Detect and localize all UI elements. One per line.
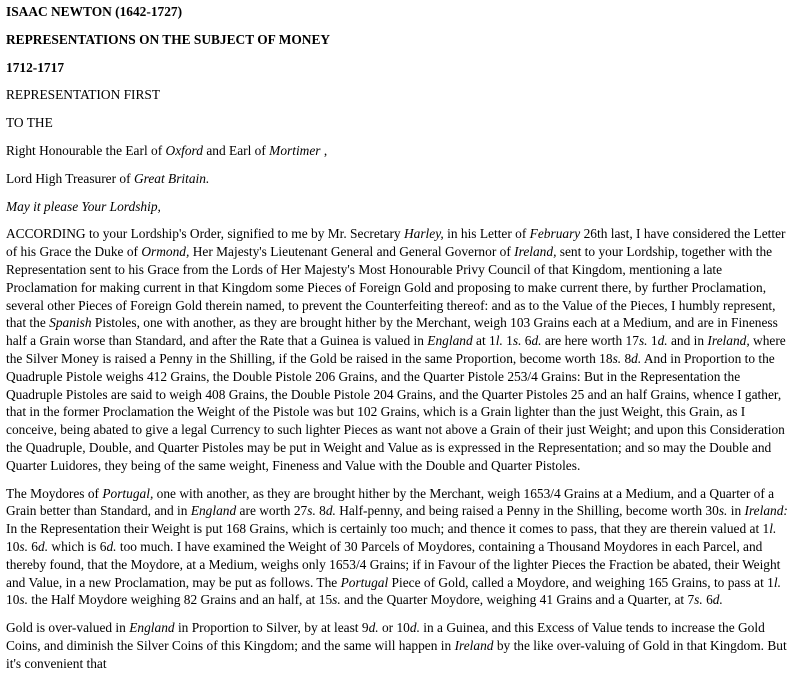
addressee-mid: and Earl of xyxy=(202,142,270,158)
text-run: s. xyxy=(332,592,341,608)
text-run: ACCORDING to your Lordship's Order, signified to me by Mr. Secretary xyxy=(6,226,404,242)
text-run: The Moydores of xyxy=(6,485,103,501)
text-run: in xyxy=(727,503,745,519)
text-run: And in Proportion to the Quadruple Pistole weighs 412 Grains, the Double Pistole 206 Grains, and the Quarter Pistole 253/4 Grains: But in the Representation the Quadruple Pistoles are said to weigh 408 Grains, the Double Pistole 204 Grains, and the Quarter Pistoles 25 and an half Grains, whence I gather, that in the former Proclamation the Weight of the Pistole was but 102 Grains, which is a Grain lighter than the just Weight, this Grain, as I conceive, being abated to give a legal Currency to such lighter Pieces as want not above a Grain of their just Weight; and upon this Consideration the Quadruple, Double, and Quarter Pistoles may be put in Weight and Value as is expressed in the Representation; and so may the Double and Quarter Luidores, they being of the same weight, Fineness and Value with the Double and Quarter Pistoles. xyxy=(6,350,785,473)
text-run: 6 xyxy=(521,333,532,349)
text-run: d. xyxy=(106,538,117,554)
text-run: sent to your Lordship, together with the Representation sent to his Grace from the Lords of Her Majesty's Most Honourable Privy Council of that Kingdom, mentioning a late Proclamation for making current in that Kingdom some Pieces of Foreign Gold and proposing to make current there, by further Proclamation, several other Pieces of Foreign Gold therein named, to prevent the Counterfeiting thereof: and as to the Value of the Pieces, I humbly represent, that the xyxy=(6,244,776,331)
text-run: d. xyxy=(531,333,542,349)
text-run: England xyxy=(129,620,175,636)
text-run: s. xyxy=(307,503,316,519)
paragraph-2 xyxy=(6,485,794,610)
text-run: l. xyxy=(495,333,503,349)
salutation: May it please Your Lordship, xyxy=(6,198,161,214)
text-run: the Half Moydore weighing 82 Grains and an half, at 15 xyxy=(27,592,333,608)
text-run: l. xyxy=(773,574,781,590)
text-run: l. xyxy=(769,521,777,537)
section-heading: REPRESENTATION FIRST xyxy=(6,87,161,103)
text-run: one with another, as they are brought hither by the Merchant, weigh 1653/4 Grains at a Medium, and a Quarter of a Grain better than Standard, and in xyxy=(6,485,775,519)
text-run: Ireland, xyxy=(707,333,750,349)
text-run: 26th last, I have considered the Letter of his Grace the Duke of xyxy=(6,226,786,260)
text-run: s. xyxy=(19,592,28,608)
text-run: In the Representation their Weight is put 168 Grains, which is certainly too much; and thence it comes to pass, that they are therein valued at 1 xyxy=(6,521,770,537)
text-run: in his Letter of xyxy=(443,226,530,242)
text-run: d. xyxy=(325,503,336,519)
author-heading: ISAAC NEWTON (1642-1727) xyxy=(6,4,183,19)
text-run: 6 xyxy=(702,592,713,608)
text-run: 10 xyxy=(6,592,20,608)
to-the-line: TO THE xyxy=(6,115,53,131)
text-run: Portugal xyxy=(340,574,389,590)
text-run: 1 xyxy=(647,333,658,349)
text-run: by the like over-valuing of Gold in that Kingdom. But it's convenient that xyxy=(6,637,787,671)
text-run: too much. I have examined the Weight of 30 Parcels of Moydores, containing a Thousand Moydores in each Parcel, and thereby found, that the Moydore, at a Medium, weighs only 1653/4 Grains; if in Favour of the lighter Pieces the Fraction be abated, their Weight and Value, in a new Proclamation, may be put as follows. The xyxy=(6,538,781,590)
text-run: d. xyxy=(368,620,379,636)
text-run: in Proportion to Silver, by at least 9 xyxy=(174,620,369,636)
addressee-place-mortimer: Mortimer xyxy=(269,142,321,158)
text-run: 6 xyxy=(27,538,38,554)
addressee-prefix: Right Honourable the Earl of xyxy=(6,142,166,158)
text-run: Piece of Gold, called a Moydore, and weighing 165 Grains, to pass at 1 xyxy=(388,574,774,590)
text-run: where the Silver Money is raised a Penny in the Shilling, if the Gold be raised in the same Proportion, become worth 18 xyxy=(6,333,786,366)
text-run: d. xyxy=(409,620,420,636)
text-run: 1 xyxy=(502,333,513,349)
text-run: 10 xyxy=(6,538,20,554)
text-run: Gold is over-valued in xyxy=(6,620,130,636)
text-run: and the Quarter Moydore, weighing 41 Grains and a Quarter, at 7 xyxy=(340,592,695,608)
text-run: d. xyxy=(38,538,49,554)
text-run: Pistoles, one with another, as they are brought hither by the Merchant, weigh 103 Grains each at a Medium, and are in Fineness half a Grain worse than Standard, and after the Rate that a Guinea is valued in xyxy=(6,315,778,349)
treasurer-place: Great Britain. xyxy=(133,170,210,186)
text-run: which is 6 xyxy=(48,538,107,554)
text-run: 8 xyxy=(621,350,632,366)
text-run: s. xyxy=(694,592,703,608)
text-run: 8 xyxy=(315,503,326,519)
document-title: REPRESENTATIONS ON THE SUBJECT OF MONEY xyxy=(6,31,331,47)
text-run: Ireland, xyxy=(514,244,557,260)
text-run: Ireland xyxy=(454,637,494,653)
text-run: England xyxy=(190,503,237,519)
addressee-place-oxford: Oxford xyxy=(165,142,203,158)
treasurer-line xyxy=(6,170,794,188)
text-run: or 10 xyxy=(378,620,410,636)
text-run: s. xyxy=(19,538,28,554)
text-run: Ireland: xyxy=(744,503,788,519)
text-run: d. xyxy=(657,333,668,349)
text-run: d. xyxy=(631,350,642,366)
text-run: and in xyxy=(667,333,708,349)
addressee-line xyxy=(6,142,794,160)
text-run: in a Guinea, and this Excess of Value tends to increase the Gold Coins, and diminish the Silver Coins of this Kingdom; and the same will happen in xyxy=(6,620,765,653)
text-run: Half-penny, and being raised a Penny in the Shilling, become worth 30 xyxy=(335,503,719,519)
paragraph-1 xyxy=(6,225,794,474)
document-years: 1712-1717 xyxy=(6,59,65,75)
paragraph-3 xyxy=(6,619,794,672)
text-run: s. xyxy=(718,503,728,519)
text-run: d. xyxy=(712,592,723,608)
addressee-suffix: , xyxy=(320,142,328,158)
treasurer-prefix: Lord High Treasurer of xyxy=(6,170,134,186)
text-run: s. xyxy=(612,350,622,366)
text-run: Harley, xyxy=(403,226,444,242)
text-run: Ormond, xyxy=(141,244,190,260)
text-run: Spanish xyxy=(49,315,92,331)
text-run: s. xyxy=(638,333,648,349)
text-run: are here worth 17 xyxy=(541,333,639,349)
text-run: Her Majesty's Lieutenant General and General Governor of xyxy=(189,244,515,260)
text-run: Portugal, xyxy=(102,485,154,501)
text-run: are worth 27 xyxy=(236,503,308,519)
text-run: s. xyxy=(512,333,522,349)
text-run: at 1 xyxy=(472,333,496,349)
text-run: England xyxy=(427,333,473,349)
text-run: February xyxy=(529,226,581,242)
